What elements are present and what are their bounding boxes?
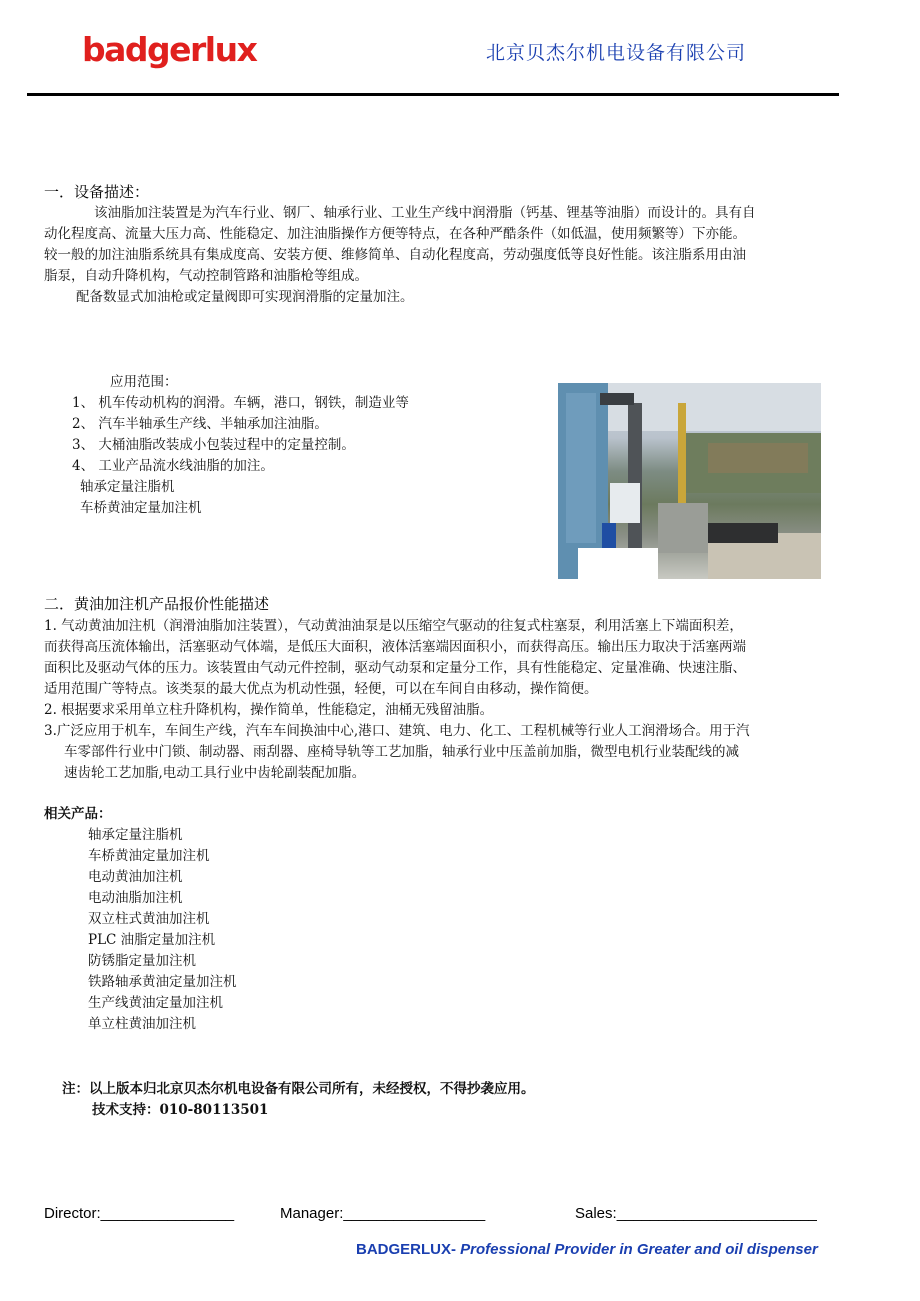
list-item: PLC 油脂定量加注机 (88, 932, 216, 948)
para-line: 2. 根据要求采用单立柱升降机构，操作简单，性能稳定，油桶无残留油脂。 (44, 702, 494, 718)
footer-tagline (356, 1240, 818, 1260)
copyright-note: 注：以上版本归北京贝杰尔机电设备有限公司所有，未经授权，不得抄袭应用。 (62, 1081, 535, 1097)
para-line: 而获得高压流体输出，活塞驱动气体端，是低压大面积，液体活塞端因面积小，而获得高压。输出压力取决于活塞两端 (44, 639, 746, 655)
list-item: 双立柱式黄油加注机 (88, 911, 210, 927)
section1-paragraph (44, 203, 894, 308)
list-item: 1、 机车传动机构的润滑。车辆，港口，钢铁，制造业等 (72, 395, 409, 411)
header-divider (27, 93, 839, 96)
list-item: 轴承定量注脂机 (88, 827, 183, 843)
applications-list (72, 393, 409, 519)
para-line: 较一般的加注油脂系统具有集成度高、安装方便、维修简单、自动化程度高，劳动强度低等良好性能。该注脂系用由油 (44, 247, 746, 263)
list-item: 车桥黄油定量加注机 (80, 500, 202, 516)
list-item: 铁路轴承黄油定量加注机 (88, 974, 237, 990)
sales-signature: Sales:________________________ (575, 1205, 817, 1222)
company-name: 北京贝杰尔机电设备有限公司 (486, 42, 747, 64)
list-item: 2、 汽车半轴承生产线、半轴承加注油脂。 (72, 416, 328, 432)
director-signature: Director:________________ (44, 1205, 235, 1222)
footer-brand: BADGERLUX- (356, 1241, 456, 1258)
list-item: 4、 工业产品流水线油脂的加注。 (72, 458, 274, 474)
para-line: 配备数显式加油枪或定量阀即可实现润滑脂的定量加注。 (76, 289, 414, 305)
list-item: 防锈脂定量加注机 (88, 953, 196, 969)
list-item: 单立柱黄油加注机 (88, 1016, 196, 1032)
applications-title: 应用范围： (110, 374, 178, 390)
section2-title: 二．黄油加注机产品报价性能描述 (44, 595, 270, 613)
section1-title: 一．设备描述： (44, 183, 150, 201)
manager-signature: Manager:_________________ (280, 1205, 486, 1222)
list-item: 电动黄油加注机 (88, 869, 183, 885)
para-line: 3.广泛应用于机车，车间生产线，汽车车间换油中心,港口、建筑、电力、化工、工程机械等行业人工润滑场合。用于汽 (44, 723, 750, 739)
list-item: 轴承定量注脂机 (80, 479, 175, 495)
tech-support: 技术支持：010-80113501 (92, 1102, 269, 1118)
company-logo: badgerlux (82, 30, 257, 69)
section2-body (44, 616, 894, 784)
para-line: 该油脂加注装置是为汽车行业、钢厂、轴承行业、工业生产线中润滑脂（钙基、锂基等油脂）而设计的。具有自 (94, 205, 756, 221)
related-title: 相关产品： (44, 806, 112, 822)
para-line: 1. 气动黄油加注机（润滑油脂加注装置），气动黄油油泵是以压缩空气驱动的往复式柱塞泵，利用活塞上下端面积差， (44, 618, 743, 634)
para-line: 车零部件行业中门锁、制动器、雨刮器、座椅导轨等工艺加脂，轴承行业中压盖前加脂，微型电机行业装配线的减 (64, 744, 739, 760)
list-item: 生产线黄油定量加注机 (88, 995, 223, 1011)
equipment-photo-illustration (558, 383, 821, 579)
para-line: 面积比及驱动气体的压力。该装置由气动元件控制，驱动气动泵和定量分工作，具有性能稳定、定量准确、快速注脂、 (44, 660, 746, 676)
para-line: 脂泵，自动升降机构，气动控制管路和油脂枪等组成。 (44, 268, 368, 284)
list-item: 3、 大桶油脂改装成小包装过程中的定量控制。 (72, 437, 355, 453)
list-item: 电动油脂加注机 (88, 890, 183, 906)
equipment-photo (558, 383, 821, 579)
para-line: 动化程度高、流量大压力高、性能稳定、加注油脂操作方便等特点，在各种严酷条件（如低温，使用频繁等）下亦能。 (44, 226, 746, 242)
related-list (88, 825, 237, 1035)
para-line: 速齿轮工艺加脂,电动工具行业中齿轮副装配加脂。 (64, 765, 366, 781)
footer-text: Professional Provider in Greater and oil dispenser (456, 1241, 818, 1258)
list-item: 车桥黄油定量加注机 (88, 848, 210, 864)
para-line: 适用范围广等特点。该类泵的最大优点为机动性强，轻便，可以在车间自由移动，操作简便。 (44, 681, 598, 697)
